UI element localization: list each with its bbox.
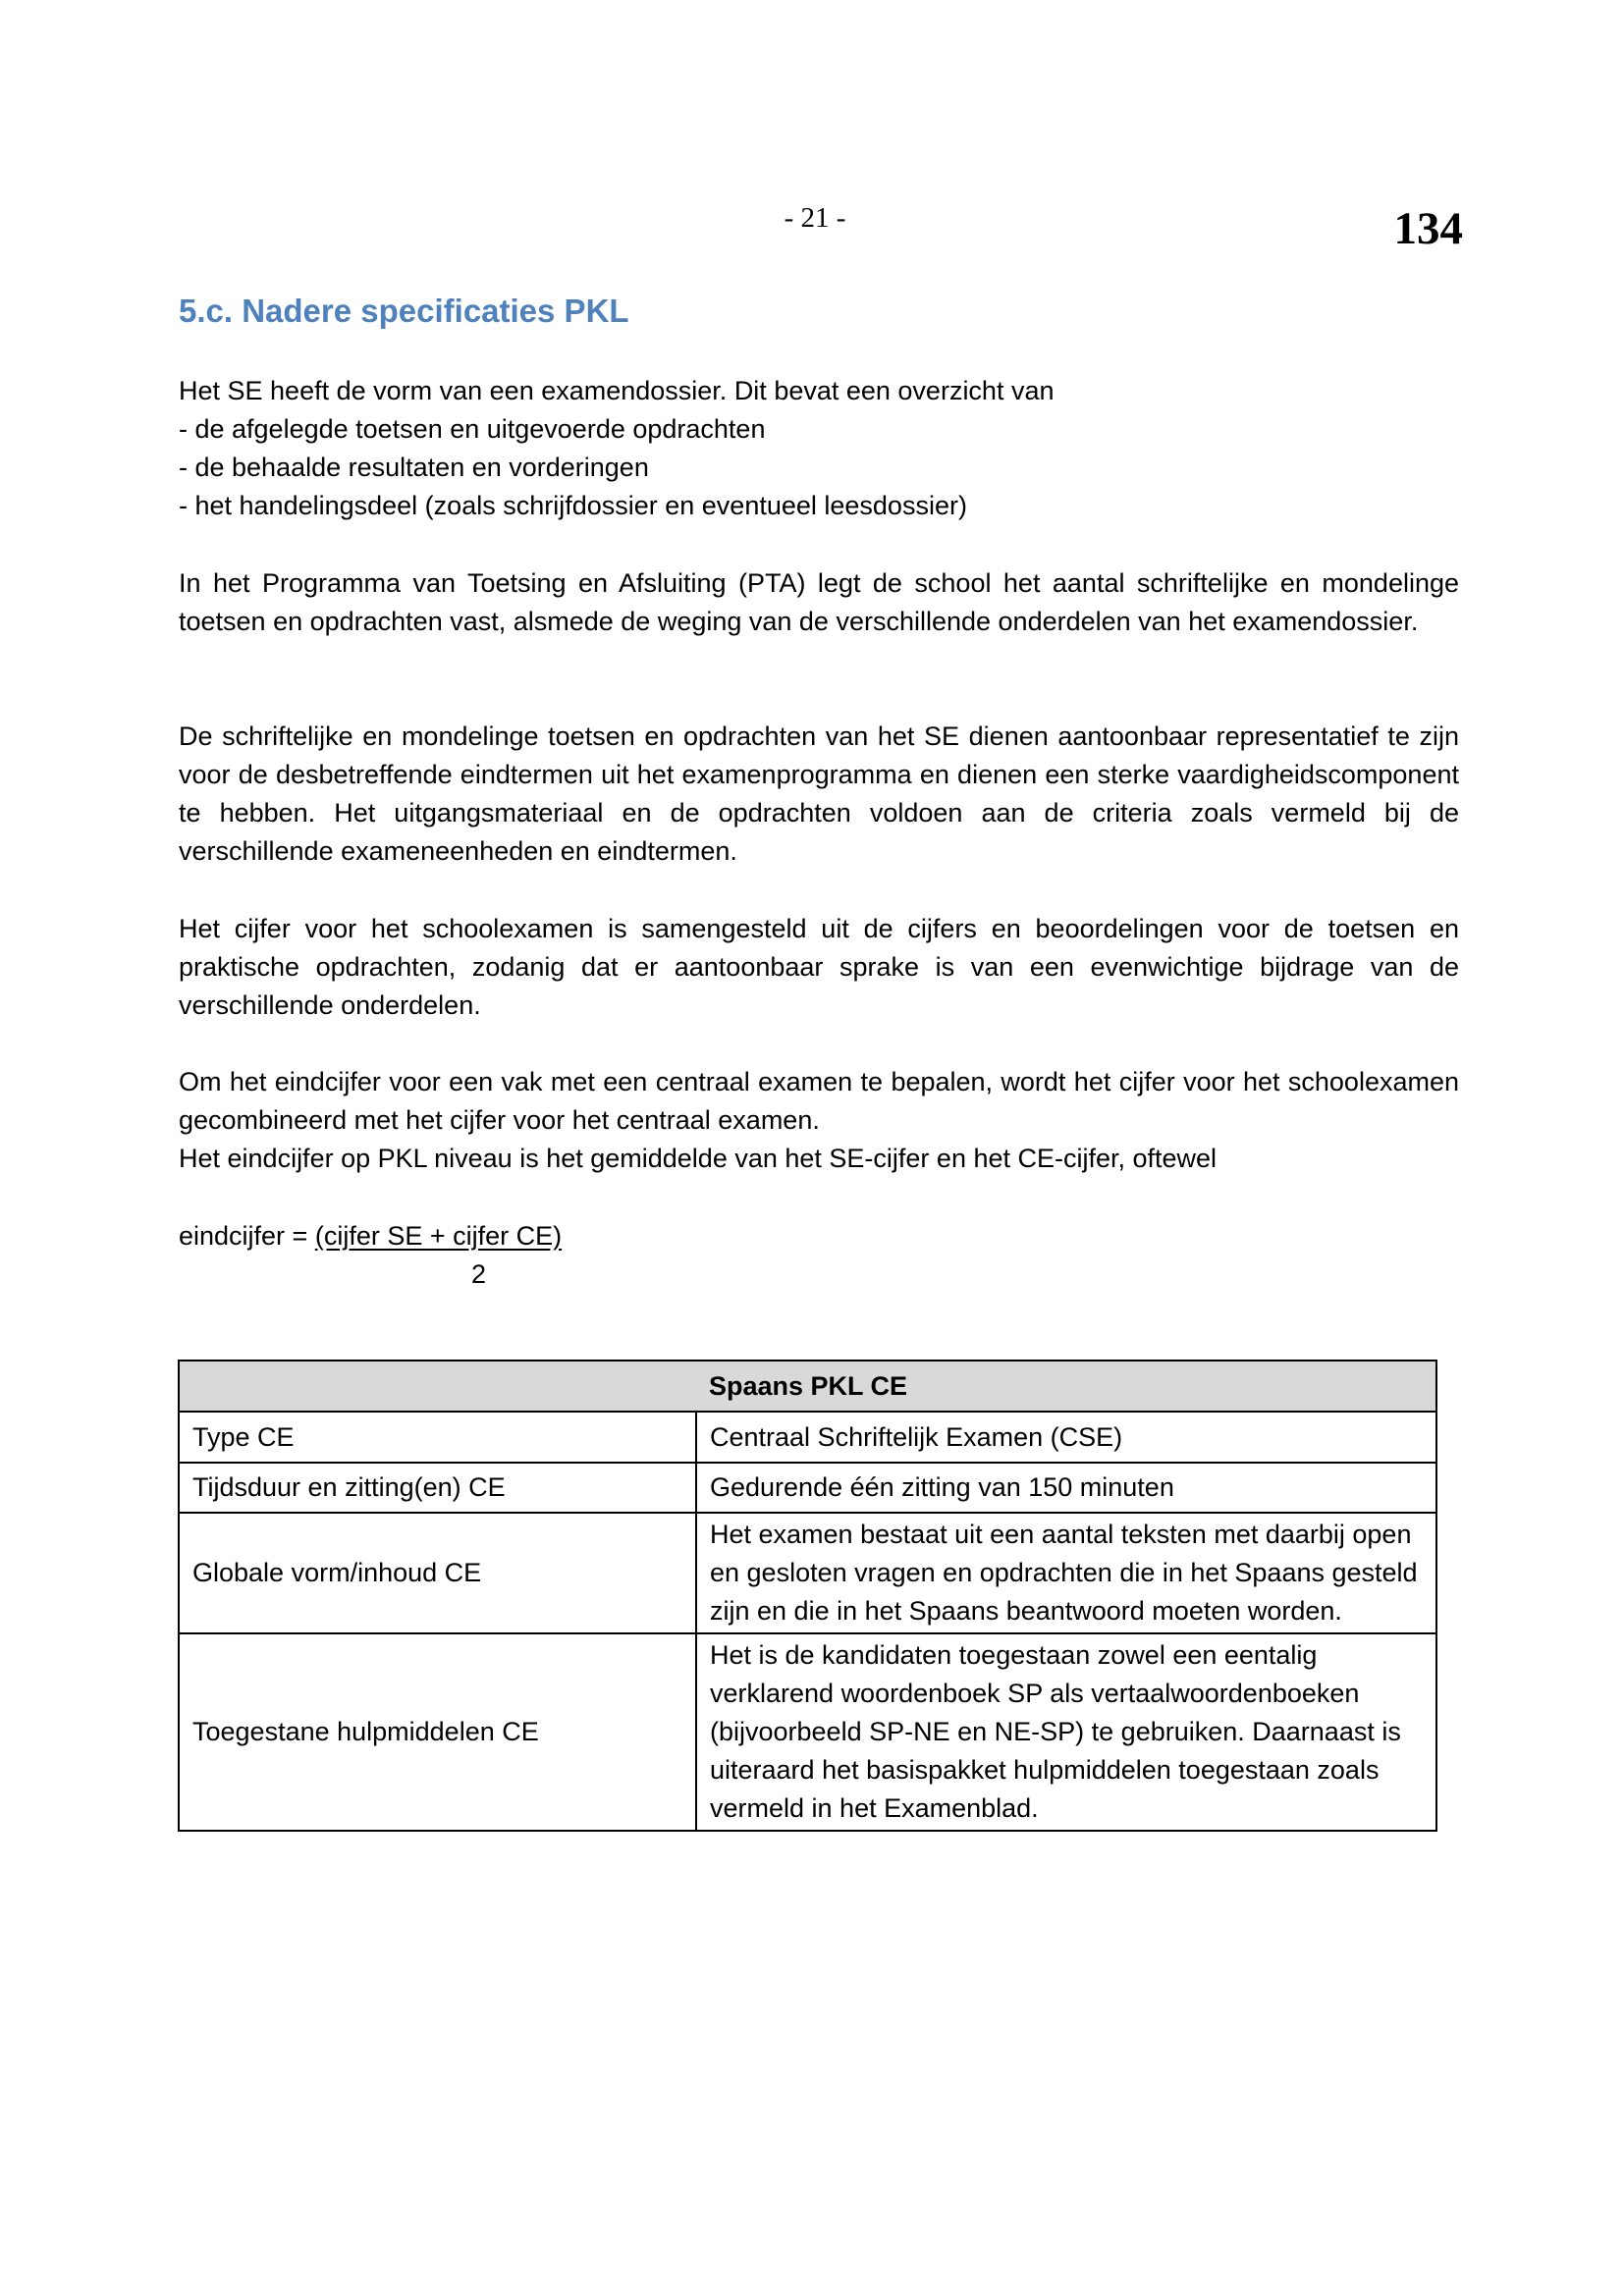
row-value: Het examen bestaat uit een aantal teksten met daarbij open en gesloten vragen en opdrachten die in het Spaans gesteld zijn en die in het Spaans beantwoord moeten worden. (696, 1513, 1436, 1633)
row-label: Toegestane hulpmiddelen CE (179, 1633, 696, 1831)
school-exam-grade-paragraph: Het cijfer voor het schoolexamen is samengesteld uit de cijfers en beoordelingen voor de toetsen en praktische opdrachten, zodanig dat er aantoonbaar sprake is van een evenwichtige bijdrage van de verschillende onderdelen. (179, 914, 1459, 1020)
table-row (179, 1463, 1436, 1513)
row-value: Het is de kandidaten toegestaan zowel een eentalig verklarend woordenboek SP als vertaalwoordenboeken (bijvoorbeeld SP-NE en NE-SP) te gebruiken. Daarnaast is uiteraard het basispakket hulpmiddelen toegestaan zoals vermeld in het Examenblad. (696, 1633, 1436, 1831)
list-item: - de afgelegde toetsen en uitgevoerde opdrachten (179, 414, 766, 444)
final-grade-text-1: Om het eindcijfer voor een vak met een centraal examen te bepalen, wordt het cijfer voor het schoolexamen gecombineerd met het cijfer voor het centraal examen. (179, 1067, 1459, 1135)
row-value: Gedurende één zitting van 150 minuten (696, 1463, 1436, 1513)
table-row (179, 1633, 1436, 1831)
row-label: Globale vorm/inhoud CE (179, 1513, 696, 1633)
intro-text: Het SE heeft de vorm van een examendossier. Dit bevat een overzicht van (179, 376, 1055, 405)
final-grade-formula (179, 1217, 563, 1289)
intro-paragraph (179, 372, 1459, 525)
formula-denominator: 2 (471, 1259, 487, 1289)
representativeness-paragraph: De schriftelijke en mondelinge toetsen en opdrachten van het SE dienen aantoonbaar representatief te zijn voor de desbetreffende eindtermen uit het examenprogramma en dienen een sterke vaardigheidscomponent te hebben. Het uitgangsmateriaal en de opdrachten voldoen aan de criteria zoals vermeld bij de verschillende exameneenheden en eindtermen. (179, 721, 1459, 866)
document-number: 134 (1393, 203, 1463, 254)
table-row (179, 1513, 1436, 1633)
section-heading: 5.c. Nadere specificaties PKL (179, 293, 629, 329)
row-value: Centraal Schriftelijk Examen (CSE) (696, 1412, 1436, 1463)
table-title: Spaans PKL CE (179, 1361, 1436, 1412)
row-label: Type CE (179, 1412, 696, 1463)
pta-paragraph: In het Programma van Toetsing en Afsluiting (PTA) legt de school het aantal schriftelijke en mondelinge toetsen en opdrachten vast, alsmede de weging van de verschillende onderdelen van het examendossier. (179, 568, 1459, 636)
table-row (179, 1412, 1436, 1463)
list-item: - het handelingsdeel (zoals schrijfdossier en eventueel leesdossier) (179, 491, 967, 520)
final-grade-paragraph (179, 1063, 1459, 1178)
row-label: Tijdsduur en zitting(en) CE (179, 1463, 696, 1513)
page-number: - 21 - (784, 202, 846, 234)
table-header-row (179, 1361, 1436, 1412)
exam-spec-table (178, 1360, 1437, 1832)
list-item: - de behaalde resultaten en vorderingen (179, 453, 649, 482)
formula-numerator: (cijfer SE + cijfer CE) (314, 1221, 563, 1251)
final-grade-text-2: Het eindcijfer op PKL niveau is het gemiddelde van het SE-cijfer en het CE-cijfer, oftewel (179, 1144, 1218, 1173)
formula-lhs: eindcijfer = (179, 1221, 315, 1251)
